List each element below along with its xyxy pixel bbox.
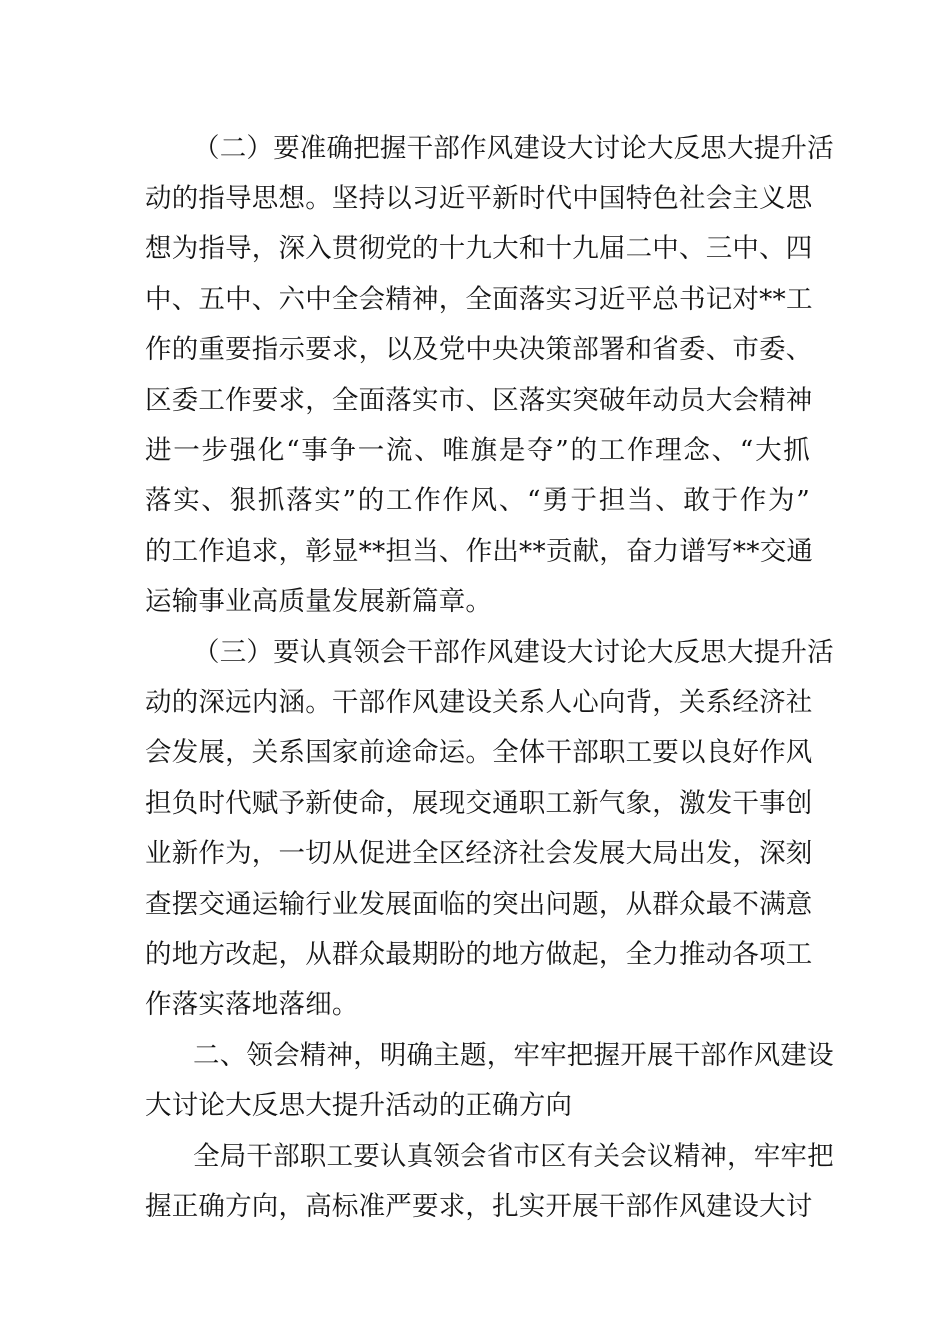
text-line: 握正确方向，高标准严要求，扎实开展干部作风建设大讨: [145, 1191, 813, 1222]
text-line: 全局干部职工要认真领会省市区有关会议精神，牢牢把: [193, 1141, 834, 1172]
text-line: 的工作追求，彰显**担当、作出**贡献，奋力谱写**交通: [145, 536, 814, 567]
text-line: 动的深远内涵。干部作风建设关系人心向背，关系经济社: [145, 687, 813, 718]
text-line: 会发展，关系国家前途命运。全体干部职工要以良好作风: [145, 737, 813, 768]
section-heading-line: 大讨论大反思大提升活动的正确方向: [145, 1090, 573, 1121]
text-line: 运输事业高质量发展新篇章。: [145, 586, 493, 617]
text-line: 查摆交通运输行业发展面临的突出问题，从群众最不满意: [145, 889, 813, 920]
text-line: 中、五中、六中全会精神，全面落实习近平总书记对**工: [145, 284, 813, 315]
text-line: 担负时代赋予新使命，展现交通职工新气象，激发干事创: [145, 788, 813, 819]
text-line: 想为指导，深入贯彻党的十九大和十九届二中、三中、四: [145, 233, 813, 264]
text-line: 业新作为，一切从促进全区经济社会发展大局出发，深刻: [145, 838, 813, 869]
text-line: 动的指导思想。坚持以习近平新时代中国特色社会主义思: [145, 183, 813, 214]
text-line: （三）要认真领会干部作风建设大讨论大反思大提升活: [193, 637, 834, 668]
section-heading-line: 二、领会精神，明确主题，牢牢把握开展干部作风建设: [193, 1040, 834, 1071]
text-line: 落实、狠抓落实”的工作作风、“勇于担当、敢于作为”: [145, 485, 810, 516]
text-line: 进一步强化“事争一流、唯旗是夺”的工作理念、“大抓: [145, 435, 810, 466]
text-line: 作的重要指示要求，以及党中央决策部署和省委、市委、: [145, 334, 813, 365]
text-line: 作落实落地落细。: [145, 989, 359, 1020]
text-line: 区委工作要求，全面落实市、区落实突破年动员大会精神: [145, 385, 813, 416]
text-line: 的地方改起，从群众最期盼的地方做起，全力推动各项工: [145, 939, 813, 970]
text-line: （二）要准确把握干部作风建设大讨论大反思大提升活: [193, 133, 834, 164]
